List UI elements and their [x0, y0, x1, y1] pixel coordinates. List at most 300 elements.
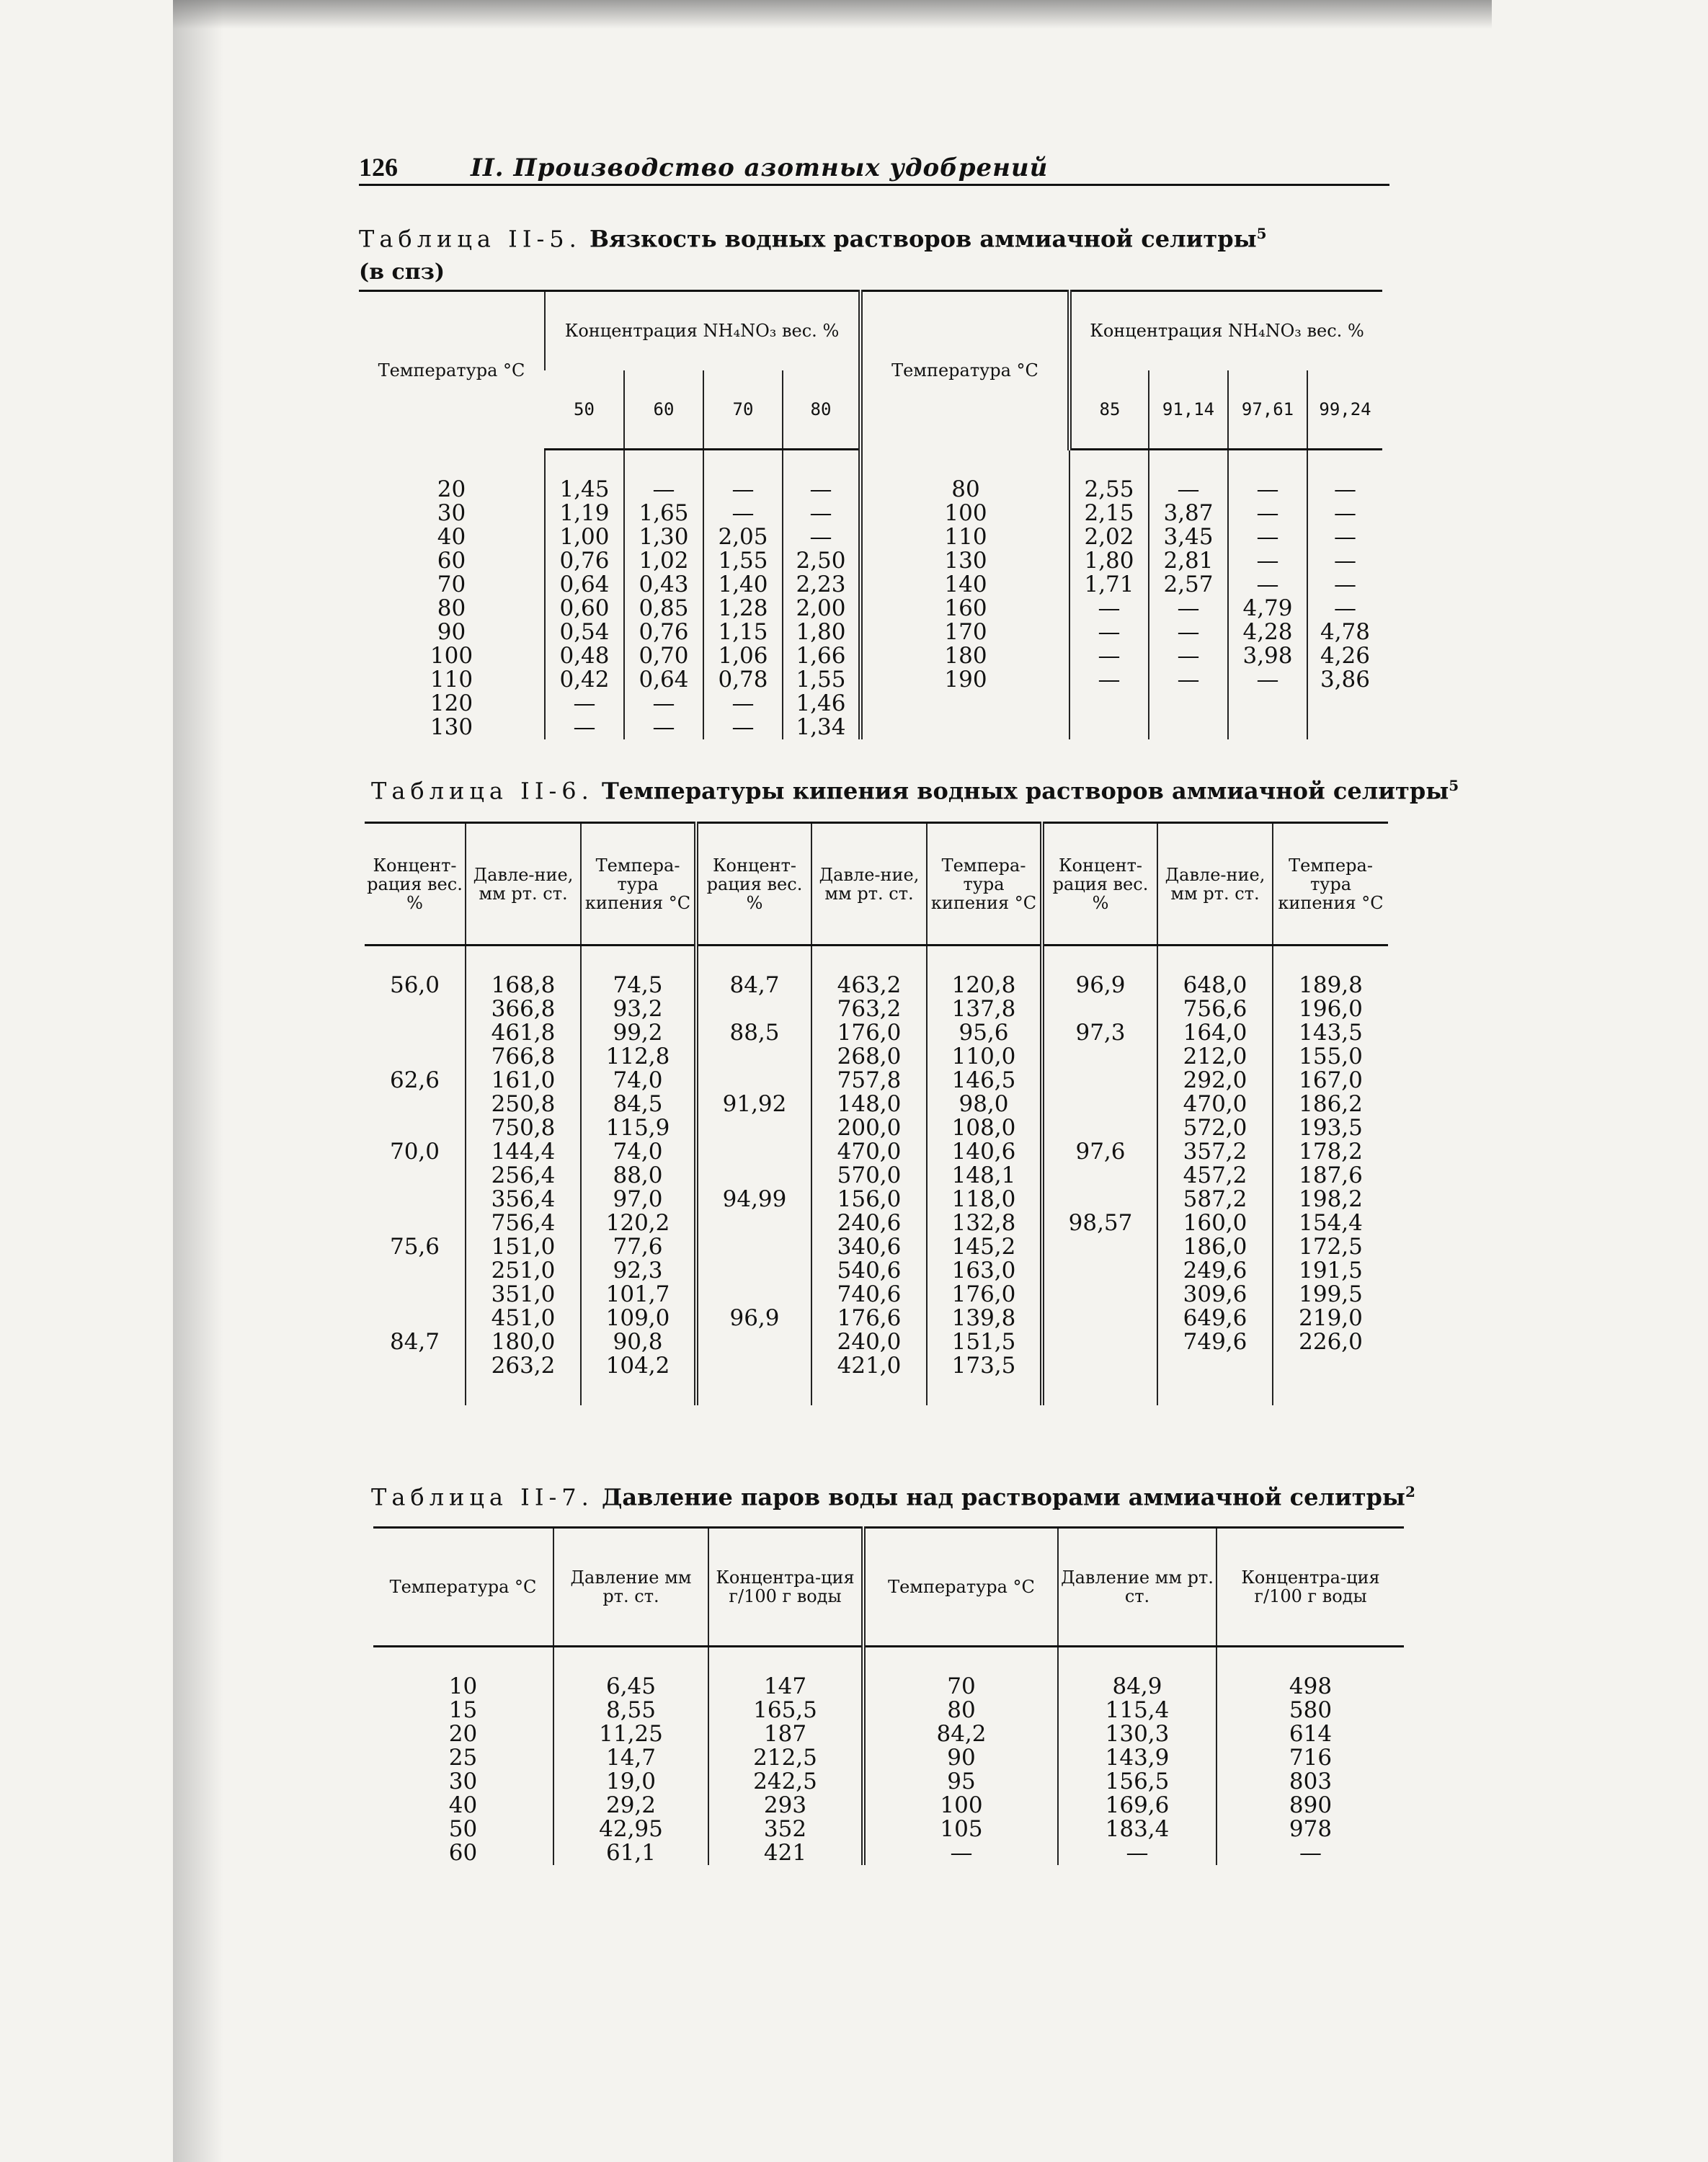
table5-cell [1149, 716, 1228, 739]
spacer-cell [811, 946, 927, 974]
table5-cell: — [1307, 597, 1382, 620]
table5-cell: 4,78 [1307, 620, 1382, 644]
table6-cell: 120,8 [927, 974, 1042, 997]
table5-cell: 30 [437, 500, 466, 526]
spacer-cell [696, 946, 811, 974]
table7-cell: 61,1 [553, 1841, 708, 1865]
table6-cell: 109,0 [581, 1307, 696, 1330]
table6-cell [696, 1235, 811, 1259]
table5-cell: 1,71 [1069, 573, 1149, 597]
table6-cell [1042, 1307, 1157, 1330]
table6-cell: 62,6 [389, 1067, 440, 1093]
table6-cell: 97,3 [1042, 1021, 1157, 1045]
table6-cell: 98,0 [927, 1093, 1042, 1116]
spacer-cell [1042, 946, 1157, 974]
table6-cell: 219,0 [1273, 1307, 1388, 1330]
table5-cell: 1,28 [703, 597, 783, 620]
table5-ref: 5 [1256, 225, 1267, 242]
table5-cell: — [1149, 644, 1228, 668]
table7-cell: 84,9 [1058, 1675, 1216, 1699]
table6-cell: 176,6 [811, 1307, 927, 1330]
spacer-cell [466, 1378, 581, 1405]
table6-cell: 112,8 [581, 1045, 696, 1069]
table-row [359, 620, 1382, 644]
table6-cell [1042, 1188, 1157, 1211]
table7-cell: — [1058, 1841, 1216, 1865]
table6-cell [696, 1211, 811, 1235]
spacer-cell [703, 450, 783, 479]
table7-cell: 242,5 [708, 1770, 863, 1794]
table6-cell [1042, 1354, 1157, 1378]
table6-cell: 77,6 [581, 1235, 696, 1259]
table6-cell: 148,0 [811, 1093, 927, 1116]
table-row [365, 1140, 1388, 1164]
table6-cell: 178,2 [1273, 1140, 1388, 1164]
table5-cell: 40 [437, 524, 466, 550]
table6-cell: 251,0 [466, 1259, 581, 1283]
table6-cell: 198,2 [1273, 1188, 1388, 1211]
table7-cell: 14,7 [553, 1746, 708, 1770]
table7-cell: 169,6 [1058, 1794, 1216, 1818]
table5-cell: — [783, 525, 860, 549]
spacer-cell [373, 1647, 553, 1676]
table5-cell: 1,34 [783, 716, 860, 739]
table6-cell: 212,0 [1157, 1045, 1273, 1069]
table-row [359, 597, 1382, 620]
table6-cell: 168,8 [466, 974, 581, 997]
table5-cell: 170 [860, 620, 1069, 644]
table6-cell: 750,8 [466, 1116, 581, 1140]
table5-cell: — [783, 478, 860, 502]
table6-cell: 98,57 [1042, 1211, 1157, 1235]
spacer-cell [783, 450, 860, 479]
table6-cell: 648,0 [1157, 974, 1273, 997]
table5-cell: 0,48 [545, 644, 624, 668]
table6-cell: 572,0 [1157, 1116, 1273, 1140]
table6-cell [365, 1259, 466, 1283]
table5-cell: 0,64 [624, 668, 703, 692]
table7-cell: 90 [863, 1746, 1058, 1770]
table5-label: Таблица II-5. [359, 225, 582, 253]
table6-cell: 146,5 [927, 1069, 1042, 1093]
table5-cell: 1,45 [545, 478, 624, 502]
table6-cell: 756,6 [1157, 997, 1273, 1021]
table6-cell: 104,2 [581, 1354, 696, 1378]
table6-cell [696, 1283, 811, 1307]
table-row [365, 1354, 1388, 1378]
table6-cell [696, 1069, 811, 1093]
table6-cell: 240,0 [811, 1330, 927, 1354]
spacer-cell [466, 946, 581, 974]
spacer-cell [1042, 1378, 1157, 1405]
table5-cell: 2,15 [1069, 502, 1149, 525]
spacer-cell [927, 1378, 1042, 1405]
spacer-cell [1058, 1647, 1216, 1676]
table6-cell: 193,5 [1273, 1116, 1388, 1140]
table6-cell: 186,2 [1273, 1093, 1388, 1116]
table6-cell: 766,8 [466, 1045, 581, 1069]
spacer-cell [545, 450, 624, 479]
table6-head-temp: Темпера-тура кипения °С [1273, 823, 1388, 946]
table5-cell: 2,05 [703, 525, 783, 549]
table5-cell: 160 [860, 597, 1069, 620]
table6-cell: 143,5 [1273, 1021, 1388, 1045]
table-row [365, 997, 1388, 1021]
spacer-cell [860, 450, 1069, 479]
table5-cell [1307, 716, 1382, 739]
table6-cell: 587,2 [1157, 1188, 1273, 1211]
table5-cell: — [1307, 478, 1382, 502]
scan-shadow-top [173, 0, 1492, 29]
spacer-cell [624, 450, 703, 479]
table5-cell: — [1307, 525, 1382, 549]
table7-ref: 2 [1405, 1483, 1415, 1500]
table6-cell: 144,4 [466, 1140, 581, 1164]
table5-cell: — [1069, 644, 1149, 668]
table6-cell [365, 1188, 466, 1211]
table-row [359, 716, 1382, 739]
table7-cell: 29,2 [553, 1794, 708, 1818]
table5-cell: 2,50 [783, 549, 860, 573]
table6-cell: 756,4 [466, 1211, 581, 1235]
table5-cell: 60 [437, 548, 466, 574]
table6-cell: 74,5 [581, 974, 696, 997]
table5-cell: — [1228, 668, 1307, 692]
table5-cell: 140 [860, 573, 1069, 597]
table7-cell: 890 [1216, 1794, 1404, 1818]
table6-cell [365, 1283, 466, 1307]
table6-cell: 56,0 [389, 972, 440, 998]
table6-cell: 108,0 [927, 1116, 1042, 1140]
table-row [373, 1841, 1404, 1865]
spacer-cell [863, 1647, 1058, 1676]
table5-cell [1069, 692, 1149, 716]
table6-cell [1042, 1116, 1157, 1140]
table5-cell [1228, 716, 1307, 739]
table6-cell: 256,4 [466, 1164, 581, 1188]
table5-cell: — [1069, 597, 1149, 620]
table5-cell: 2,81 [1149, 549, 1228, 573]
table5-cell: 4,28 [1228, 620, 1307, 644]
table6-title: Температуры кипения водных растворов аммиачной селитры [601, 777, 1449, 805]
spacer-cell [927, 946, 1042, 974]
table6-cell: 451,0 [466, 1307, 581, 1330]
table7-cell: 25 [448, 1745, 478, 1771]
table6-cell: 84,7 [389, 1329, 440, 1355]
table6-cell: 94,99 [696, 1188, 811, 1211]
table6-cell: 145,2 [927, 1235, 1042, 1259]
table7-cell: 10 [448, 1673, 478, 1699]
table5-cell: — [1228, 525, 1307, 549]
table6-cell: 74,0 [581, 1069, 696, 1093]
table7-cell: 978 [1216, 1818, 1404, 1841]
table6-cell: 196,0 [1273, 997, 1388, 1021]
table6-cell: 189,8 [1273, 974, 1388, 997]
table6-cell [696, 1259, 811, 1283]
table-row [365, 1307, 1388, 1330]
table5-cell: — [545, 692, 624, 716]
table6-cell [365, 1021, 466, 1045]
table5-units: (в спз) [359, 259, 445, 285]
table5-cell: 80 [437, 595, 466, 621]
table5-cell: — [624, 478, 703, 502]
table6-cell [365, 1045, 466, 1069]
table5-cell: 180 [860, 644, 1069, 668]
table5-cell: 0,54 [545, 620, 624, 644]
spacer-cell [581, 946, 696, 974]
table6 [365, 822, 1388, 1405]
table6-caption [371, 777, 1459, 805]
table7-cell: 143,9 [1058, 1746, 1216, 1770]
table6-cell: 139,8 [927, 1307, 1042, 1330]
table6-cell: 101,7 [581, 1283, 696, 1307]
table7-cell: 293 [708, 1794, 863, 1818]
table5-cell: — [1307, 573, 1382, 597]
table5-cell [860, 716, 1069, 739]
table6-cell: 96,9 [696, 1307, 811, 1330]
table5-cell [1307, 692, 1382, 716]
table6-cell: 757,8 [811, 1069, 927, 1093]
table-row [373, 1699, 1404, 1722]
table7-cell: 614 [1216, 1722, 1404, 1746]
table6-cell [696, 1330, 811, 1354]
table5-cell: — [1228, 478, 1307, 502]
table-row [359, 502, 1382, 525]
table-row [373, 1770, 1404, 1794]
table5-cell: — [703, 478, 783, 502]
table5-cell: 3,98 [1228, 644, 1307, 668]
table5-cell: 4,79 [1228, 597, 1307, 620]
table5 [359, 290, 1382, 739]
table5-cell: 70 [437, 571, 466, 597]
table6-cell: 74,0 [581, 1140, 696, 1164]
table6-cell [1042, 1330, 1157, 1354]
table6-cell: 161,0 [466, 1069, 581, 1093]
spacer-cell [1228, 450, 1307, 479]
table5-col-header: 97,61 [1228, 370, 1307, 450]
table5-col-header: 80 [783, 370, 860, 450]
table5-cell: 2,00 [783, 597, 860, 620]
table6-cell: 148,1 [927, 1164, 1042, 1188]
table5-cell: — [1307, 549, 1382, 573]
table5-cell: 80 [860, 478, 1069, 502]
table6-cell [1042, 1164, 1157, 1188]
table5-cell: 3,86 [1307, 668, 1382, 692]
spacer-cell [1273, 1378, 1388, 1405]
spacer-cell [553, 1647, 708, 1676]
table6-cell: 351,0 [466, 1283, 581, 1307]
table5-cell: 100 [430, 643, 473, 669]
table6-cell: 99,2 [581, 1021, 696, 1045]
table7-cell: 130,3 [1058, 1722, 1216, 1746]
table6-cell: 156,0 [811, 1188, 927, 1211]
table6-head-temp: Темпера-тура кипения °С [581, 823, 696, 946]
table6-cell: 240,6 [811, 1211, 927, 1235]
table6-cell [1042, 1283, 1157, 1307]
table5-cell: 3,45 [1149, 525, 1228, 549]
table-row [365, 1045, 1388, 1069]
table5-cell: 4,26 [1307, 644, 1382, 668]
table7-cell: 6,45 [553, 1675, 708, 1699]
table5-cell [1149, 692, 1228, 716]
table7-head-press: Давление мм рт. ст. [553, 1528, 708, 1647]
table6-cell [696, 1045, 811, 1069]
table6-cell [365, 1211, 466, 1235]
table7-cell: 156,5 [1058, 1770, 1216, 1794]
table6-cell: 366,8 [466, 997, 581, 1021]
table6-head-conc: Концент-рация вес. % [1042, 823, 1157, 946]
table6-cell: 470,0 [1157, 1093, 1273, 1116]
table7-cell: 8,55 [553, 1699, 708, 1722]
table5-col-header: 50 [545, 370, 624, 450]
table7-head-press: Давление мм рт. ст. [1058, 1528, 1216, 1647]
table6-cell [1042, 997, 1157, 1021]
table5-cell: 1,55 [703, 549, 783, 573]
table5-cell: 0,43 [624, 573, 703, 597]
table6-cell: 763,2 [811, 997, 927, 1021]
table5-head-conc-left: Концентрация NH₄NO₃ вес. % [545, 291, 860, 370]
table5-cell: 2,55 [1069, 478, 1149, 502]
table7-cell: — [863, 1841, 1058, 1865]
table6-cell: 176,0 [927, 1283, 1042, 1307]
scan-shadow-left [173, 0, 223, 2162]
table7-cell: 15 [448, 1697, 478, 1723]
table6-cell: 176,0 [811, 1021, 927, 1045]
table7-cell: 84,2 [863, 1722, 1058, 1746]
table6-cell [1157, 1354, 1273, 1378]
table6-cell: 91,92 [696, 1093, 811, 1116]
table6-cell [365, 997, 466, 1021]
table5-cell: 130 [860, 549, 1069, 573]
table5-head-conc-right: Концентрация NH₄NO₃ вес. % [1069, 291, 1382, 370]
table5-cell: — [703, 692, 783, 716]
table6-cell: 292,0 [1157, 1069, 1273, 1093]
table-row [359, 478, 1382, 502]
table6-cell: 90,8 [581, 1330, 696, 1354]
table6-cell [1042, 1259, 1157, 1283]
table6-cell: 88,0 [581, 1164, 696, 1188]
table6-cell: 461,8 [466, 1021, 581, 1045]
table5-cell: 1,66 [783, 644, 860, 668]
spacer-cell [696, 1378, 811, 1405]
table6-cell: 457,2 [1157, 1164, 1273, 1188]
table6-cell [696, 1354, 811, 1378]
table5-cell: 2,02 [1069, 525, 1149, 549]
table7-cell: 20 [448, 1721, 478, 1747]
table5-cell: 0,76 [624, 620, 703, 644]
spacer-cell [1157, 946, 1273, 974]
table6-cell: 97,0 [581, 1188, 696, 1211]
table5-cell: 20 [437, 476, 466, 502]
table6-cell [1042, 1069, 1157, 1093]
table5-cell: — [624, 716, 703, 739]
table6-cell: 164,0 [1157, 1021, 1273, 1045]
table7-cell: 42,95 [553, 1818, 708, 1841]
table-row [359, 644, 1382, 668]
table6-cell: 96,9 [1042, 974, 1157, 997]
table7 [373, 1526, 1404, 1865]
table7-cell: 147 [708, 1675, 863, 1699]
table6-cell: 97,6 [1042, 1140, 1157, 1164]
table7-head-conc: Концентра-ция г/100 г воды [708, 1528, 863, 1647]
table5-cell: — [1307, 502, 1382, 525]
table6-cell [365, 1307, 466, 1330]
spacer-cell [365, 946, 466, 974]
table5-col-header: 99,24 [1307, 370, 1382, 450]
table6-cell: 120,2 [581, 1211, 696, 1235]
table7-head-temp: Температура °С [863, 1528, 1058, 1647]
table5-cell [1228, 692, 1307, 716]
table5-caption [359, 225, 1267, 253]
table5-cell: 0,70 [624, 644, 703, 668]
table6-cell [365, 1116, 466, 1140]
table6-cell: 172,5 [1273, 1235, 1388, 1259]
table6-cell: 470,0 [811, 1140, 927, 1164]
table7-cell: 60 [448, 1840, 478, 1866]
table6-head-press: Давле-ние, мм рт. ст. [1157, 823, 1273, 946]
spacer-cell [365, 1378, 466, 1405]
table5-cell: — [1069, 620, 1149, 644]
table6-cell [696, 1164, 811, 1188]
table6-cell: 263,2 [466, 1354, 581, 1378]
table7-cell: 95 [863, 1770, 1058, 1794]
table-row [365, 1235, 1388, 1259]
table6-cell: 151,0 [466, 1235, 581, 1259]
table7-title: Давление паров воды над растворами аммиачной селитры [601, 1483, 1405, 1511]
table-row [359, 573, 1382, 597]
table6-cell [1042, 1235, 1157, 1259]
table5-cell: 0,78 [703, 668, 783, 692]
table7-caption [371, 1483, 1415, 1511]
table-row [365, 1283, 1388, 1307]
table7-cell: 100 [863, 1794, 1058, 1818]
table7-cell: 716 [1216, 1746, 1404, 1770]
table5-cell: — [1149, 620, 1228, 644]
table6-cell [696, 1140, 811, 1164]
table-row [365, 1164, 1388, 1188]
table7-cell: 70 [863, 1675, 1058, 1699]
table6-cell [1273, 1354, 1388, 1378]
table7-cell: 105 [863, 1818, 1058, 1841]
table6-cell: 92,3 [581, 1259, 696, 1283]
table5-cell: 0,76 [545, 549, 624, 573]
table6-cell: 540,6 [811, 1259, 927, 1283]
table-row [365, 1330, 1388, 1354]
table7-cell: 212,5 [708, 1746, 863, 1770]
table5-cell: — [1149, 478, 1228, 502]
spacer-cell [1307, 450, 1382, 479]
table5-cell: 190 [860, 668, 1069, 692]
table6-cell: 200,0 [811, 1116, 927, 1140]
running-title: II. Производство азотных удобрений [471, 154, 1049, 182]
table5-cell: 1,30 [624, 525, 703, 549]
table7-cell: 19,0 [553, 1770, 708, 1794]
table6-head-press: Давле-ние, мм рт. ст. [466, 823, 581, 946]
table6-cell: 570,0 [811, 1164, 927, 1188]
table6-cell: 199,5 [1273, 1283, 1388, 1307]
spacer-cell [359, 450, 545, 479]
table6-cell: 140,6 [927, 1140, 1042, 1164]
table5-cell: 3,87 [1149, 502, 1228, 525]
table-row [365, 1116, 1388, 1140]
table5-cell: 100 [860, 502, 1069, 525]
table-row [365, 1188, 1388, 1211]
table5-cell [860, 692, 1069, 716]
table5-cell: 1,65 [624, 502, 703, 525]
table6-cell: 309,6 [1157, 1283, 1273, 1307]
table7-head-conc: Концентра-ция г/100 г воды [1216, 1528, 1404, 1647]
table5-cell: 1,40 [703, 573, 783, 597]
